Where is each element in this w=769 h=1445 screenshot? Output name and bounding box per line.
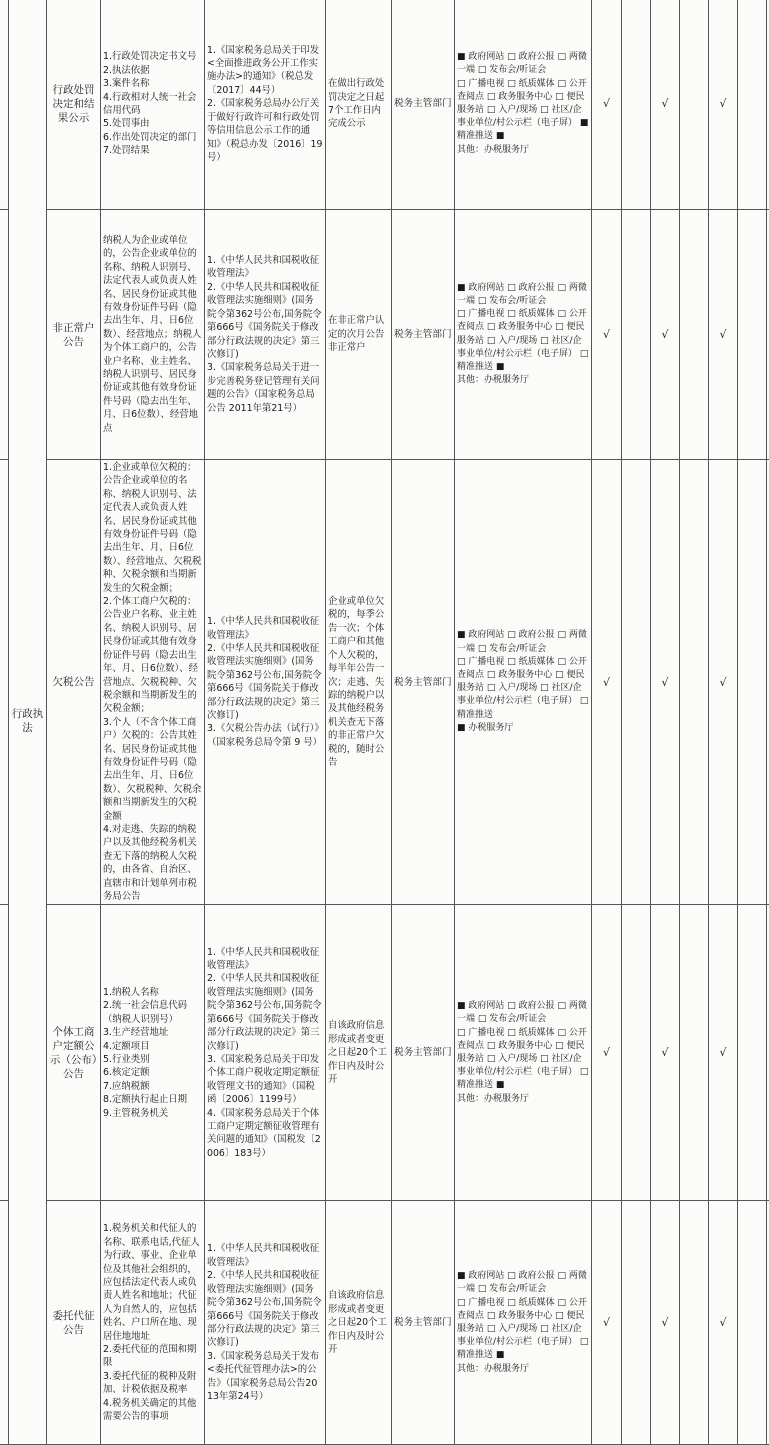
channel-line: 其他：办税服务厅: [457, 374, 589, 387]
check-cell: [622, 905, 651, 1201]
disclosure-content: [101, 0, 205, 210]
content-line: 4.税务机关确定的其他需要公告的事项: [103, 1397, 202, 1424]
check-cell: [738, 1201, 767, 1445]
content-line: 纳税人为企业或单位的，公告企业或单位的名称、纳税人识别号、法定代表人或负责人姓名、居民身份证或其他有效身份证件号码（隐去出生年、月、日6位数）、经营地点；纳税人为个体工商户的，公告业户名称、业主姓名、纳税人识别号、居民身份证或其他有效身份证件号码（隐去出生年、月、日6位数）、经营地点: [103, 234, 202, 435]
content-line: 5.处罚事由: [103, 117, 202, 130]
check-mark: √: [651, 0, 680, 210]
disclosure-channels: [455, 460, 592, 905]
channel-line: □ 广播电视 □ 纸质媒体 □ 公开查阅点 □ 政务服务中心 □ 便民服务站 □ 入户/现场 □ 社区/企事业单位/村公示栏（电子屏） ■ 精准推送 ■: [457, 78, 589, 144]
check-cell: [680, 0, 709, 210]
item-name: 委托代征公告: [47, 1201, 101, 1445]
basis-line: 1.《中华人民共和国税收征收管理法》: [207, 1242, 323, 1269]
content-line: 4.行政相对人统一社会信用代码: [103, 91, 202, 118]
content-line: 3.生产经营地址: [103, 1026, 202, 1039]
content-line: 6.作出处罚决定的部门: [103, 131, 202, 144]
table-row: [0, 210, 769, 460]
disclosure-basis: [205, 0, 326, 210]
content-line: 6.核定定额: [103, 1066, 202, 1079]
content-line: 1.行政处罚决定书文号: [103, 50, 202, 63]
item-name: 欠税公告: [47, 460, 101, 905]
disclosure-content: [101, 1201, 205, 1445]
content-line: 2.统一社会信息代码（纳税人识别号）: [103, 999, 202, 1026]
disclosure-subject: 税务主管部门: [392, 460, 455, 905]
content-line: 4.对走逃、失踪的纳税户以及其他经税务机关查无下落的纳税人欠税的，由各省、自治区、直辖市和计划单列市税务局公告: [103, 823, 202, 903]
item-name: 行政处罚决定和结果公示: [47, 0, 101, 210]
check-mark: √: [592, 210, 622, 460]
basis-line: 3.《欠税公告办法（试行）》（国家税务总局令第 9 号）: [207, 722, 323, 749]
category-cell: 行政执法: [9, 0, 47, 1445]
row-index: [0, 0, 9, 210]
check-cell: [738, 905, 767, 1201]
disclosure-subject: 税务主管部门: [392, 905, 455, 1201]
disclosure-content: [101, 210, 205, 460]
content-line: 4.定额项目: [103, 1040, 202, 1053]
check-cell: [738, 460, 767, 905]
channel-line: ■ 办税服务厅: [457, 722, 589, 735]
basis-line: 2.《中华人民共和国税收征收管理法实施细则》(国务院令第362号公布,国务院令第666号《国务院关于修改部分行政法规的决定》第三次修订): [207, 642, 323, 722]
disclosure-basis: [205, 905, 326, 1201]
content-line: 7.应纳税额: [103, 1080, 202, 1093]
content-line: 1.纳税人名称: [103, 986, 202, 999]
disclosure-subject: 税务主管部门: [392, 210, 455, 460]
table-row: [0, 1201, 769, 1445]
channel-line: □ 广播电视 □ 纸质媒体 □ 公开查阅点 □ 政务服务中心 □ 便民服务站 □ 入户/现场 □ 社区/企事业单位/村公示栏（电子屏） □ 精准推送: [457, 656, 589, 722]
disclosure-basis: [205, 210, 326, 460]
check-cell: [622, 210, 651, 460]
content-line: 5.行业类别: [103, 1053, 202, 1066]
check-cell: [622, 0, 651, 210]
disclosure-timing: 自该政府信息形成或者变更之日起20个工作日内及时公开: [326, 905, 392, 1201]
channel-line: 其他：办税服务厅: [457, 1363, 589, 1376]
content-line: 3.个人（不含个体工商户）欠税的：公告其姓名、居民身份证或其他有效身份证件号码（隐去出生年、月、日6位数）、欠税税种、欠税余额和当期新发生的欠税金额: [103, 716, 202, 823]
content-line: 7.处罚结果: [103, 144, 202, 157]
channel-line: ■ 政府网站 □ 政府公报 □ 两微一端 □ 发布会/听证会: [457, 1270, 589, 1296]
channel-line: 其他：办税服务厅: [457, 144, 589, 157]
check-mark: √: [592, 460, 622, 905]
check-cell: [622, 460, 651, 905]
basis-line: 2.《国家税务总局办公厅关于做好行政许可和行政处罚等信用信息公示工作的通知》（税总办发〔2016〕19号）: [207, 97, 323, 164]
basis-line: 3.《国家税务总局关于印发个体工商户税收定期定额征收管理文书的通知》（国税函〔2006〕1199号）: [207, 1053, 323, 1107]
check-mark: √: [592, 905, 622, 1201]
basis-line: 1.《中华人民共和国税收征收管理法》: [207, 615, 323, 642]
content-line: 1.税务机关和代征人的名称、联系电话,代征人为行政、事业、企业单位及其他社会组织的，应包括法定代表人或负责人姓名和地址；代征人为自然人的，应包括姓名、户口所在地、现居住地地址: [103, 1222, 202, 1343]
content-line: 2.委托代征的范围和期限: [103, 1343, 202, 1370]
check-mark: √: [651, 1201, 680, 1445]
check-mark: √: [592, 0, 622, 210]
basis-line: 3.《国家税务总局关于发布<委托代征管理办法>的公告》（国家税务总局公告2013年第24号）: [207, 1350, 323, 1404]
basis-line: 2.《中华人民共和国税收征收管理法实施细则》(国务院令第362号公布,国务院令第666号《国务院关于修改部分行政法规的决定》第三次修订): [207, 972, 323, 1052]
item-name: 非正常户公告: [47, 210, 101, 460]
basis-line: 4.《国家税务总局关于个体工商户定期定额征收管理有关问题的通知》（国税发〔2006〕183号）: [207, 1107, 323, 1161]
channel-line: □ 广播电视 □ 纸质媒体 □ 公开查阅点 □ 政务服务中心 □ 便民服务站 □ 入户/现场 □ 社区/企事业单位/村公示栏（电子屏） □ 精准推送 ■: [457, 308, 589, 374]
check-cell: [622, 1201, 651, 1445]
table-row: [0, 0, 769, 210]
check-mark: √: [651, 460, 680, 905]
content-line: 9.主管税务机关: [103, 1107, 202, 1120]
check-mark: √: [709, 0, 738, 210]
disclosure-subject: 税务主管部门: [392, 1201, 455, 1445]
check-mark: √: [592, 1201, 622, 1445]
content-line: 3.委托代征的税种及附加、计税依据及税率: [103, 1370, 202, 1397]
basis-line: 1.《中华人民共和国税收征收管理法》: [207, 254, 323, 281]
disclosure-subject: 税务主管部门: [392, 0, 455, 210]
basis-line: 2.《中华人民共和国税收征收管理法实施细则》(国务院令第362号公布,国务院令第666号《国务院关于修改部分行政法规的决定》第三次修订): [207, 281, 323, 361]
basis-line: 2.《中华人民共和国税收征收管理法实施细则》(国务院令第362号公布,国务院令第666号《国务院关于修改部分行政法规的决定》第三次修订): [207, 1269, 323, 1349]
row-index: [0, 460, 9, 905]
basis-line: 1.《中华人民共和国税收征收管理法》: [207, 946, 323, 973]
disclosure-content: [101, 905, 205, 1201]
channel-line: 其他：办税服务厅: [457, 1093, 589, 1106]
check-cell: [680, 905, 709, 1201]
channel-line: ■ 政府网站 □ 政府公报 □ 两微一端 □ 发布会/听证会: [457, 51, 589, 77]
basis-line: 3.《国家税务总局关于进一步完善税务登记管理有关问题的公告》（国家税务总局公告 2011年第21号）: [207, 361, 323, 415]
check-cell: [738, 0, 767, 210]
content-line: 8.定额执行起止日期: [103, 1093, 202, 1106]
content-line: 2.执法依据: [103, 64, 202, 77]
content-line: 2.个体工商户欠税的：公告业户名称、业主姓名、纳税人识别号、居民身份证或其他有效身份证件号码（隐去出生年、月、日6位数）、经营地点、欠税税种、欠税余额和当期新发生的欠税金额；: [103, 595, 202, 716]
table-row: [0, 460, 769, 905]
table-row: [0, 905, 769, 1201]
row-index: [0, 905, 9, 1201]
disclosure-channels: [455, 1201, 592, 1445]
channel-line: ■ 政府网站 □ 政府公报 □ 两微一端 □ 发布会/听证会: [457, 282, 589, 308]
channel-line: ■ 政府网站 □ 政府公报 □ 两微一端 □ 发布会/听证会: [457, 629, 589, 655]
check-mark: √: [651, 210, 680, 460]
disclosure-basis: [205, 460, 326, 905]
disclosure-timing: 自该政府信息形成或者变更之日起20个工作日内及时公开: [326, 1201, 392, 1445]
disclosure-timing: 企业或单位欠税的，每季公告一次；个体工商户和其他个人欠税的，每半年公告一次；走逃、失踪的纳税户以及其他经税务机关查无下落的非正常户欠税的，随时公告: [326, 460, 392, 905]
item-name: 个体工商户定额公示（公布）公告: [47, 905, 101, 1201]
channel-line: ■ 政府网站 □ 政府公报 □ 两微一端 □ 发布会/听证会: [457, 1000, 589, 1026]
content-line: 3.案件名称: [103, 77, 202, 90]
check-cell: [680, 210, 709, 460]
check-cell: [680, 1201, 709, 1445]
disclosure-timing: 在做出行政处罚决定之日起7个工作日内完成公示: [326, 0, 392, 210]
disclosure-content: [101, 460, 205, 905]
channel-line: □ 广播电视 □ 纸质媒体 □ 公开查阅点 □ 政务服务中心 □ 便民服务站 □ 入户/现场 □ 社区/企事业单位/村公示栏（电子屏） □ 精准推送 ■: [457, 1297, 589, 1363]
basis-line: 1.《国家税务总局关于印发<全面推进政务公开工作实施办法>的通知》（税总发〔2017〕44号）: [207, 44, 323, 98]
check-cell: [738, 210, 767, 460]
disclosure-channels: [455, 210, 592, 460]
check-cell: [680, 460, 709, 905]
disclosure-channels: [455, 905, 592, 1201]
check-mark: √: [651, 905, 680, 1201]
disclosure-timing: 在非正常户认定的次月公告非正常户: [326, 210, 392, 460]
row-index: [0, 210, 9, 460]
check-mark: √: [709, 1201, 738, 1445]
check-mark: √: [709, 460, 738, 905]
check-mark: √: [709, 905, 738, 1201]
channel-line: □ 广播电视 □ 纸质媒体 □ 公开查阅点 □ 政务服务中心 □ 便民服务站 □ 入户/现场 □ 社区/企事业单位/村公示栏（电子屏） □ 精准推送 ■: [457, 1027, 589, 1093]
disclosure-channels: [455, 0, 592, 210]
content-line: 1.企业或单位欠税的：公告企业或单位的名称、纳税人识别号、法定代表人或负责人姓名、居民身份证或其他有效身份证件号码（隐去出生年、月、日6位数）、经营地点、欠税税种、欠税余额和当期新发生的欠税金额；: [103, 461, 202, 595]
check-mark: √: [709, 210, 738, 460]
disclosure-basis: [205, 1201, 326, 1445]
row-index: [0, 1201, 9, 1445]
